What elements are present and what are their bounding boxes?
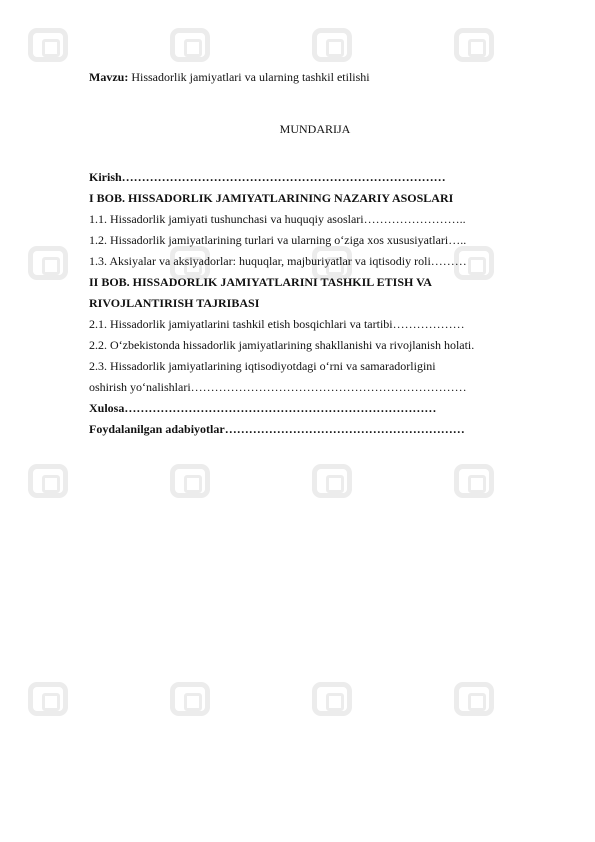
watermark-icon — [170, 28, 210, 62]
toc-section-2-2: 2.2. O‘zbekistonda hissadorlik jamiyatlarining shakllanishi va rivojlanish holati. — [89, 338, 475, 352]
toc-section-1-1: 1.1. Hissadorlik jamiyati tushunchasi va huquqiy asoslari…………………….. — [89, 212, 466, 226]
topic-text: Hissadorlik jamiyatlari va ularning tashkil etilishi — [131, 70, 370, 84]
toc-section-2-1: 2.1. Hissadorlik jamiyatlarini tashkil etish bosqichlari va tartibi……………… — [89, 317, 465, 331]
toc-entry-conclusion: Xulosa…………………………………………………………………… — [89, 401, 437, 415]
watermark-icon — [170, 682, 210, 716]
toc-entry-references: Foydalanilgan adabiyotlar…………………………………………………… — [89, 422, 465, 436]
toc-section-1-3: 1.3. Aksiyalar va aksiyadorlar: huquqlar, majburiyatlar va iqtisodiy roli……… — [89, 254, 467, 268]
toc-entry-intro: Kirish……………………………………………………………………… — [89, 170, 446, 184]
topic-line — [89, 70, 370, 85]
toc-section-2-3: 2.3. Hissadorlik jamiyatlarining iqtisodiyotdagi o‘rni va samaradorligini — [89, 359, 436, 373]
toc-section-1-2: 1.2. Hissadorlik jamiyatlarining turlari va ularning o‘ziga xos xususiyatlari….. — [89, 233, 467, 247]
toc-chapter-2-cont: RIVOJLANTIRISH TAJRIBASI — [89, 296, 260, 310]
watermark-icon — [312, 464, 352, 498]
watermark-icon — [28, 28, 68, 62]
watermark-icon — [312, 28, 352, 62]
contents-title: MUNDARIJA — [279, 122, 351, 136]
watermark-icon — [454, 464, 494, 498]
topic-label: Mavzu: — [89, 70, 129, 84]
watermark-icon — [312, 682, 352, 716]
toc-chapter-2: II BOB. HISSADORLIK JAMIYATLARINI TASHKIL ETISH VA — [89, 275, 432, 289]
watermark-icon — [28, 464, 68, 498]
watermark-icon — [454, 28, 494, 62]
toc-section-2-3-cont: oshirish yo‘nalishlari…………………………………………………………… — [89, 380, 467, 394]
watermark-icon — [28, 682, 68, 716]
watermark-icon — [454, 682, 494, 716]
watermark-icon — [28, 246, 68, 280]
toc-chapter-1: I BOB. HISSADORLIK JAMIYATLARINING NAZARIY ASOSLARI — [89, 191, 454, 205]
watermark-icon — [170, 464, 210, 498]
